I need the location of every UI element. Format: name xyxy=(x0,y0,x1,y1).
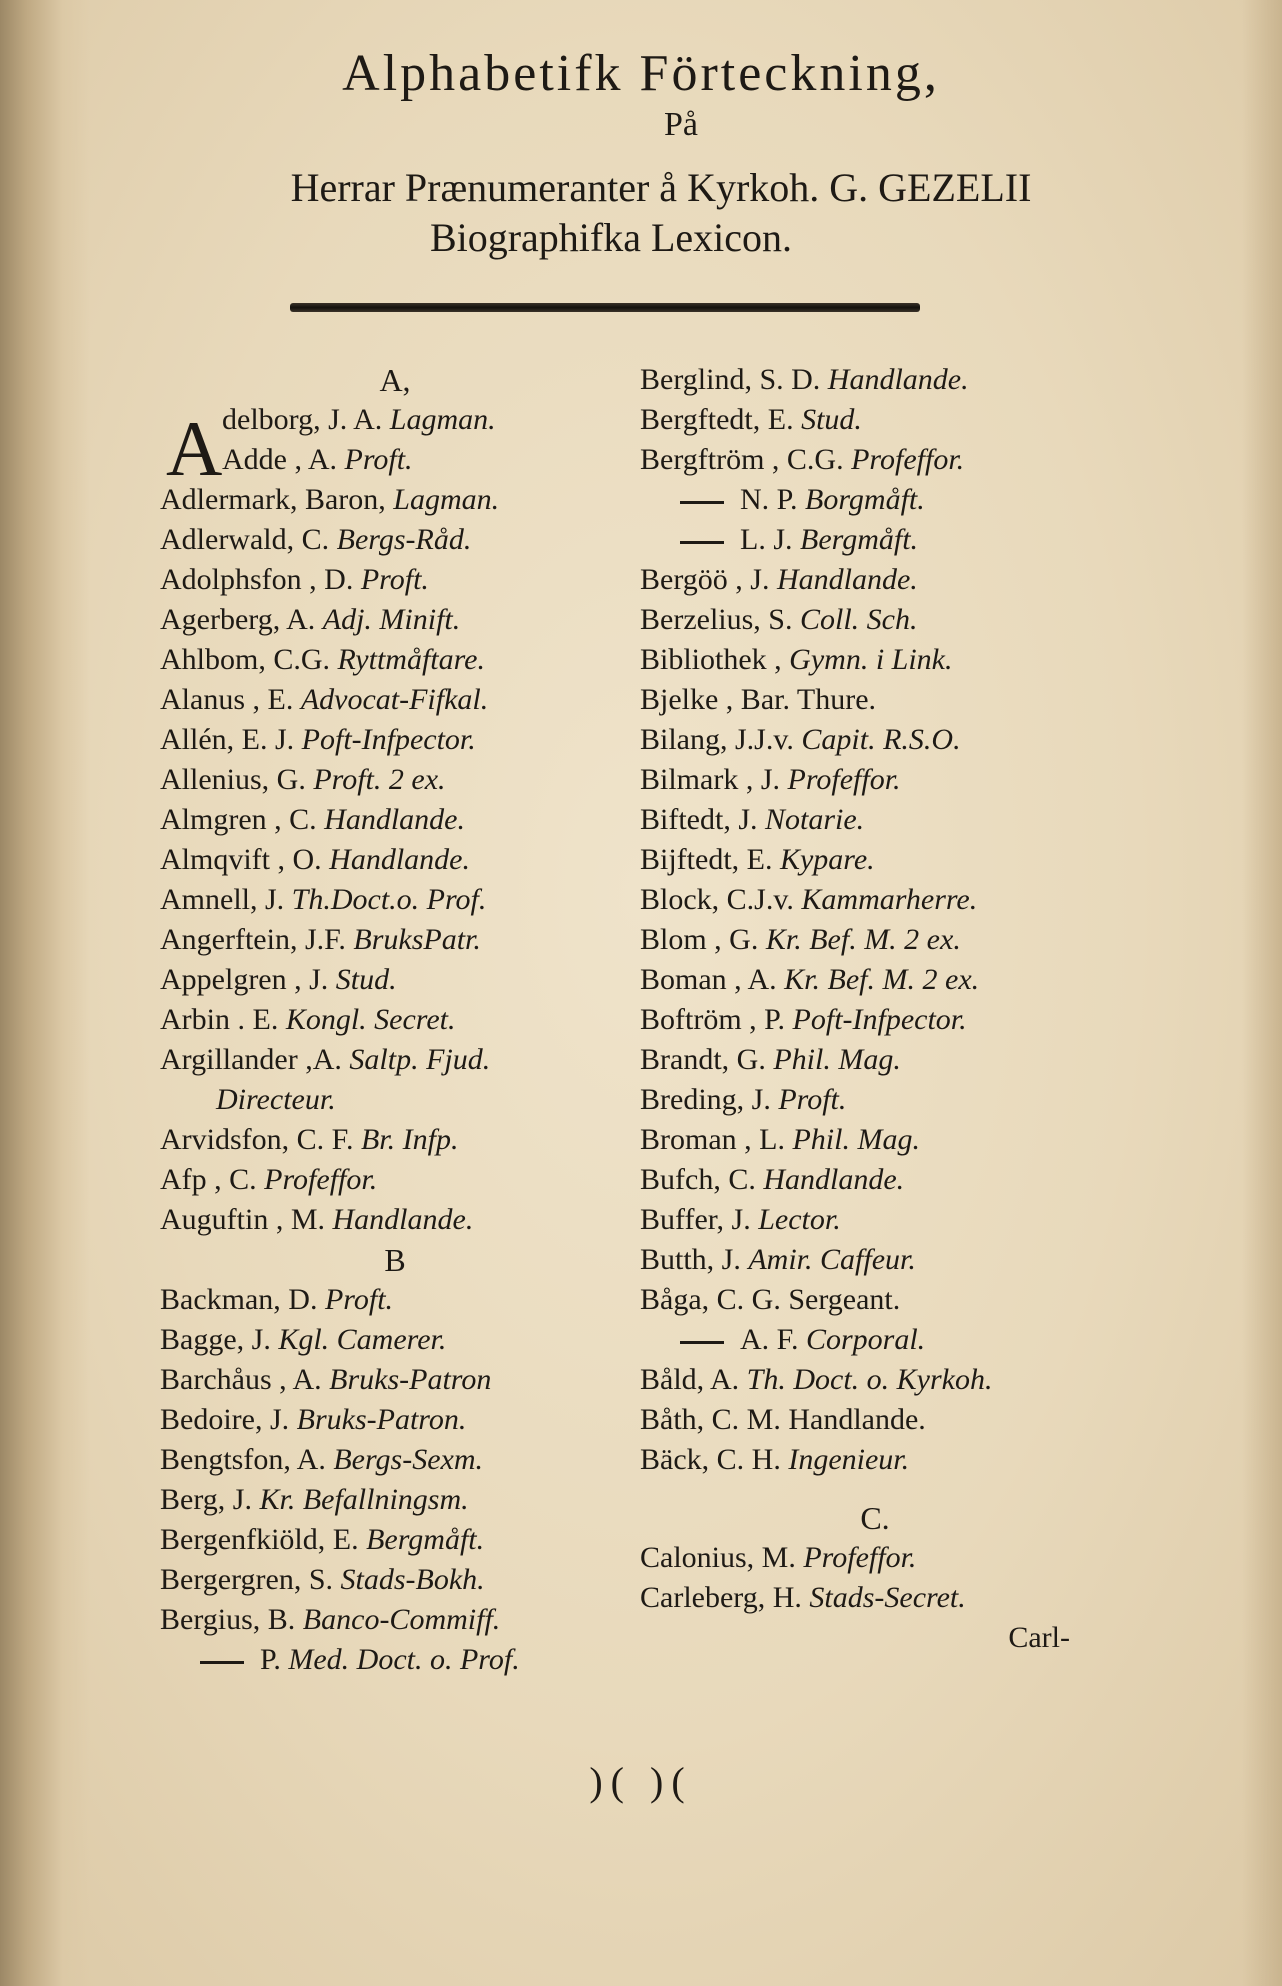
entry-name: Adde , A. xyxy=(222,443,337,476)
list-item xyxy=(640,760,1110,800)
list-item xyxy=(640,960,1110,1000)
entry-name: Berglind, S. D. xyxy=(640,363,821,396)
entry-name: Backman, D. xyxy=(160,1283,318,1316)
entry-title: Bergmåft. xyxy=(366,1523,485,1556)
entry-title: Poft-Infpector. xyxy=(301,723,476,756)
entry-title: Handlande. xyxy=(827,363,969,396)
list-item xyxy=(640,720,1110,760)
entry-name: Bergöö , J. xyxy=(640,563,770,596)
entry-name: Calonius, M. xyxy=(640,1541,796,1574)
list-item xyxy=(160,640,630,680)
ditto-dash xyxy=(680,541,724,544)
list-item xyxy=(640,880,1110,920)
list-item xyxy=(640,1280,1110,1320)
subtitle-pa: På xyxy=(664,106,698,143)
entry-title: Kammarherre. xyxy=(801,883,978,916)
list-item xyxy=(160,1480,630,1520)
entry-name: Block, C.J.v. xyxy=(640,883,794,916)
entry-name: Broman , L. xyxy=(640,1123,785,1156)
list-item xyxy=(160,920,630,960)
entry-title: Adj. Minift. xyxy=(322,603,461,636)
entry-name: Ahlbom, C.G. xyxy=(160,643,331,676)
entry-name: Bijftedt, E. xyxy=(640,843,773,876)
entry-title: Th.Doct.o. Prof. xyxy=(291,883,487,916)
entry-list-a xyxy=(160,480,630,1240)
entry-name: Bjelke , Bar. Thure. xyxy=(640,683,877,716)
entry-name: Berg, J. xyxy=(160,1483,252,1516)
entry-title: Handlande. xyxy=(329,843,470,876)
entry-title: Profeffor. xyxy=(803,1541,917,1574)
entry-name: Arvidsfon, C. F. xyxy=(160,1123,354,1156)
entry-name: Barchåus , A. xyxy=(160,1363,322,1396)
list-item xyxy=(640,1080,1110,1120)
list-item xyxy=(160,1200,630,1240)
entry-list-c xyxy=(640,1538,1110,1618)
list-item xyxy=(160,440,630,480)
list-item xyxy=(160,480,630,520)
entry-name: Bufch, C. xyxy=(640,1163,756,1196)
entry-name: Bergius, B. xyxy=(160,1603,296,1636)
entry-title: Stads-Bokh. xyxy=(340,1563,485,1596)
list-item xyxy=(640,1000,1110,1040)
section-letter-c: C. xyxy=(860,1500,890,1536)
entry-title: Proft. 2 ex. xyxy=(313,763,446,796)
entry-title: Amir. Caffeur. xyxy=(748,1243,916,1276)
entry-name: Brandt, G. xyxy=(640,1043,766,1076)
entry-name: Boftröm , P. xyxy=(640,1003,786,1036)
entry-title: Gymn. i Link. xyxy=(789,643,953,676)
entry-title: Kongl. Secret. xyxy=(285,1003,456,1036)
list-item xyxy=(160,1000,630,1040)
entry-name: Butth, J. xyxy=(640,1243,741,1276)
entry-name: Auguftin , M. xyxy=(160,1203,325,1236)
entry-title: Stud. xyxy=(335,963,397,996)
list-item xyxy=(640,920,1110,960)
entry-title: Directeur. xyxy=(216,1083,336,1116)
list-item xyxy=(160,800,630,840)
section-letter-a: A, xyxy=(379,362,411,398)
list-item xyxy=(160,680,630,720)
entry-name: N. P. xyxy=(740,483,798,516)
entry-title: Kypare. xyxy=(779,843,875,876)
entry-name: Carleberg, H. xyxy=(640,1581,802,1614)
entry-name: Angerftein, J.F. xyxy=(160,923,346,956)
entry-title: Ingenieur. xyxy=(788,1443,910,1476)
entry-list-b-continued xyxy=(640,360,1110,1480)
entry-name: A. F. xyxy=(740,1323,799,1356)
entry-name: Alanus , E. xyxy=(160,683,294,716)
entry-title: Kr. Bef. M. 2 ex. xyxy=(784,963,980,996)
list-item xyxy=(160,1080,630,1120)
list-item xyxy=(160,1640,630,1680)
entry-name: Båld, A. xyxy=(640,1363,740,1396)
entry-title: Bergs-Sexm. xyxy=(333,1443,484,1476)
entry-title: Capit. R.S.O. xyxy=(801,723,961,756)
list-item xyxy=(640,520,1110,560)
ornamental-rule xyxy=(290,303,920,312)
entry-name: Arbin . E. xyxy=(160,1003,279,1036)
list-item xyxy=(640,1160,1110,1200)
entry-title: BruksPatr. xyxy=(353,923,481,956)
list-item xyxy=(640,800,1110,840)
list-item xyxy=(640,640,1110,680)
entry-name: L. J. xyxy=(740,523,793,556)
list-item xyxy=(640,1538,1110,1578)
entry-name: Bedoire, J. xyxy=(160,1403,290,1436)
entry-name: Adlerwald, C. xyxy=(160,523,330,556)
entry-title: Proft. xyxy=(360,563,429,596)
list-item xyxy=(160,1160,630,1200)
entry-title: Handlande. xyxy=(324,803,465,836)
entry-name: Allén, E. J. xyxy=(160,723,295,756)
drop-cap: A xyxy=(166,405,223,492)
list-item xyxy=(160,880,630,920)
list-item xyxy=(160,1040,630,1080)
entry-title: Proft. xyxy=(344,443,413,476)
ditto-dash xyxy=(200,1661,244,1664)
entry-title: Proft. xyxy=(324,1283,394,1316)
catchword: Carl- xyxy=(1008,1621,1070,1654)
entry-title: Bergmåft. xyxy=(800,523,919,556)
entry-title: Bruks-Patron. xyxy=(296,1403,467,1436)
subtitle-line-1: Herrar Prænumeranter å Kyrkoh. G. GEZELII xyxy=(290,165,1032,210)
entry-name: Bilang, J.J.v. xyxy=(640,723,794,756)
entry-name: Båga, C. G. Sergeant. xyxy=(640,1283,901,1316)
entry-title: Bruks-Patron xyxy=(329,1363,492,1396)
entry-title: Lector. xyxy=(758,1203,841,1236)
entry-name: Adolphsfon , D. xyxy=(160,563,354,596)
page-edge-shadow-left xyxy=(0,0,90,1986)
list-item xyxy=(640,400,1110,440)
column-right xyxy=(640,360,1110,1658)
entry-title: Th. Doct. o. Kyrkoh. xyxy=(746,1363,993,1396)
list-item xyxy=(640,1040,1110,1080)
list-item xyxy=(640,440,1110,480)
entry-name: Bergftröm , C.G. xyxy=(640,443,844,476)
list-item xyxy=(640,840,1110,880)
entry-title: Bergs-Råd. xyxy=(336,523,472,556)
entry-name: Bergftedt, E. xyxy=(640,403,794,436)
entry-list-b xyxy=(160,1280,630,1680)
entry-title: Kr. Bef. M. 2 ex. xyxy=(765,923,961,956)
entry-name: Blom , G. xyxy=(640,923,759,956)
list-item xyxy=(640,480,1110,520)
entry-name: Boman , A. xyxy=(640,963,777,996)
page-edge-shadow-right xyxy=(1242,0,1282,1986)
entry-title: Ryttmåftare. xyxy=(337,643,485,676)
entry-name: Almgren , C. xyxy=(160,803,317,836)
entry-title: Handlande. xyxy=(763,1163,905,1196)
list-item xyxy=(160,1440,630,1480)
entry-name: Berzelius, S. xyxy=(640,603,793,636)
entry-title: Lagman. xyxy=(393,483,500,516)
entry-title: Phil. Mag. xyxy=(773,1043,901,1076)
entry-name: Bergenfkiöld, E. xyxy=(160,1523,359,1556)
list-item xyxy=(160,1360,630,1400)
entry-name: delborg, J. A. xyxy=(222,403,383,436)
ditto-dash xyxy=(680,1341,724,1344)
entry-title: Br. Infp. xyxy=(360,1123,459,1156)
list-item xyxy=(640,1120,1110,1160)
section-letter-b: B xyxy=(384,1242,406,1278)
list-item xyxy=(160,840,630,880)
entry-name: Adlermark, Baron, xyxy=(160,483,386,516)
list-item xyxy=(640,1578,1110,1618)
list-item xyxy=(640,1200,1110,1240)
entry-name: P. xyxy=(260,1643,281,1676)
entry-title: Saltp. Fjud. xyxy=(349,1043,491,1076)
entry-name: Allenius, G. xyxy=(160,763,306,796)
page-title: Alphabetifk Förteckning, xyxy=(342,45,940,102)
list-item xyxy=(160,960,630,1000)
list-item xyxy=(160,760,630,800)
list-item xyxy=(160,1320,630,1360)
list-item xyxy=(160,520,630,560)
entry-name: Bagge, J. xyxy=(160,1323,271,1356)
list-item xyxy=(160,560,630,600)
entry-name: Appelgren , J. xyxy=(160,963,329,996)
entry-title: Profeffor. xyxy=(264,1163,378,1196)
entry-title: Corporal. xyxy=(805,1323,926,1356)
entry-name: Argillander ,A. xyxy=(160,1043,342,1076)
list-item xyxy=(160,1560,630,1600)
list-item xyxy=(640,600,1110,640)
entry-name: Bergergren, S. xyxy=(160,1563,334,1596)
list-item xyxy=(160,600,630,640)
entry-name: Biftedt, J. xyxy=(640,803,758,836)
entry-title: Handlande. xyxy=(332,1203,474,1236)
list-item xyxy=(160,1520,630,1560)
entry-name: Buffer, J. xyxy=(640,1203,751,1236)
entry-title: Phil. Mag. xyxy=(792,1123,920,1156)
entry-name: Breding, J. xyxy=(640,1083,771,1116)
entry-name: Bilmark , J. xyxy=(640,763,780,796)
entry-name: Almqvift , O. xyxy=(160,843,322,876)
list-item xyxy=(640,1440,1110,1480)
entry-title: Poft-Infpector. xyxy=(792,1003,967,1036)
list-item xyxy=(640,360,1110,400)
entry-title: Kr. Befallningsm. xyxy=(259,1483,469,1516)
entry-name: Afp , C. xyxy=(160,1163,257,1196)
entry-title: Banco-Commiff. xyxy=(302,1603,501,1636)
entry-title: Proft. xyxy=(778,1083,847,1116)
entry-title: Kgl. Camerer. xyxy=(278,1323,447,1356)
list-item xyxy=(640,1240,1110,1280)
entry-title: Borgmåft. xyxy=(805,483,925,516)
column-left xyxy=(160,360,630,1680)
entry-name: Båth, C. M. Handlande. xyxy=(640,1403,926,1436)
list-item xyxy=(640,1400,1110,1440)
ditto-dash xyxy=(680,501,724,504)
entry-title: Profeffor. xyxy=(787,763,901,796)
entry-name: Bengtsfon, A. xyxy=(160,1443,326,1476)
entry-title: Lagman. xyxy=(389,403,496,436)
entry-title: Stud. xyxy=(801,403,862,436)
entry-title: Handlande. xyxy=(776,563,918,596)
entry-name: Bibliothek , xyxy=(640,643,782,676)
list-item xyxy=(160,720,630,760)
list-item xyxy=(160,1400,630,1440)
entry-title: Med. Doct. o. Prof. xyxy=(288,1643,520,1676)
entry-name: Bäck, C. H. xyxy=(640,1443,781,1476)
list-item xyxy=(640,680,1110,720)
entry-name: Agerberg, A. xyxy=(160,603,316,636)
list-item xyxy=(160,1280,630,1320)
entry-title: Advocat-Fifkal. xyxy=(300,683,489,716)
entry-name: Amnell, J. xyxy=(160,883,285,916)
list-item xyxy=(160,1600,630,1640)
signature-mark: )( )( xyxy=(589,1759,693,1804)
subtitle-line-2: Biographifka Lexicon. xyxy=(429,215,793,260)
list-item xyxy=(640,1320,1110,1360)
entry-title: Notarie. xyxy=(765,803,865,836)
entry-title: Stads-Secret. xyxy=(809,1581,966,1614)
list-item xyxy=(160,1120,630,1160)
list-item xyxy=(640,560,1110,600)
entry-title: Coll. Sch. xyxy=(799,603,918,636)
entry-title: Profeffor. xyxy=(851,443,965,476)
list-item xyxy=(640,1360,1110,1400)
